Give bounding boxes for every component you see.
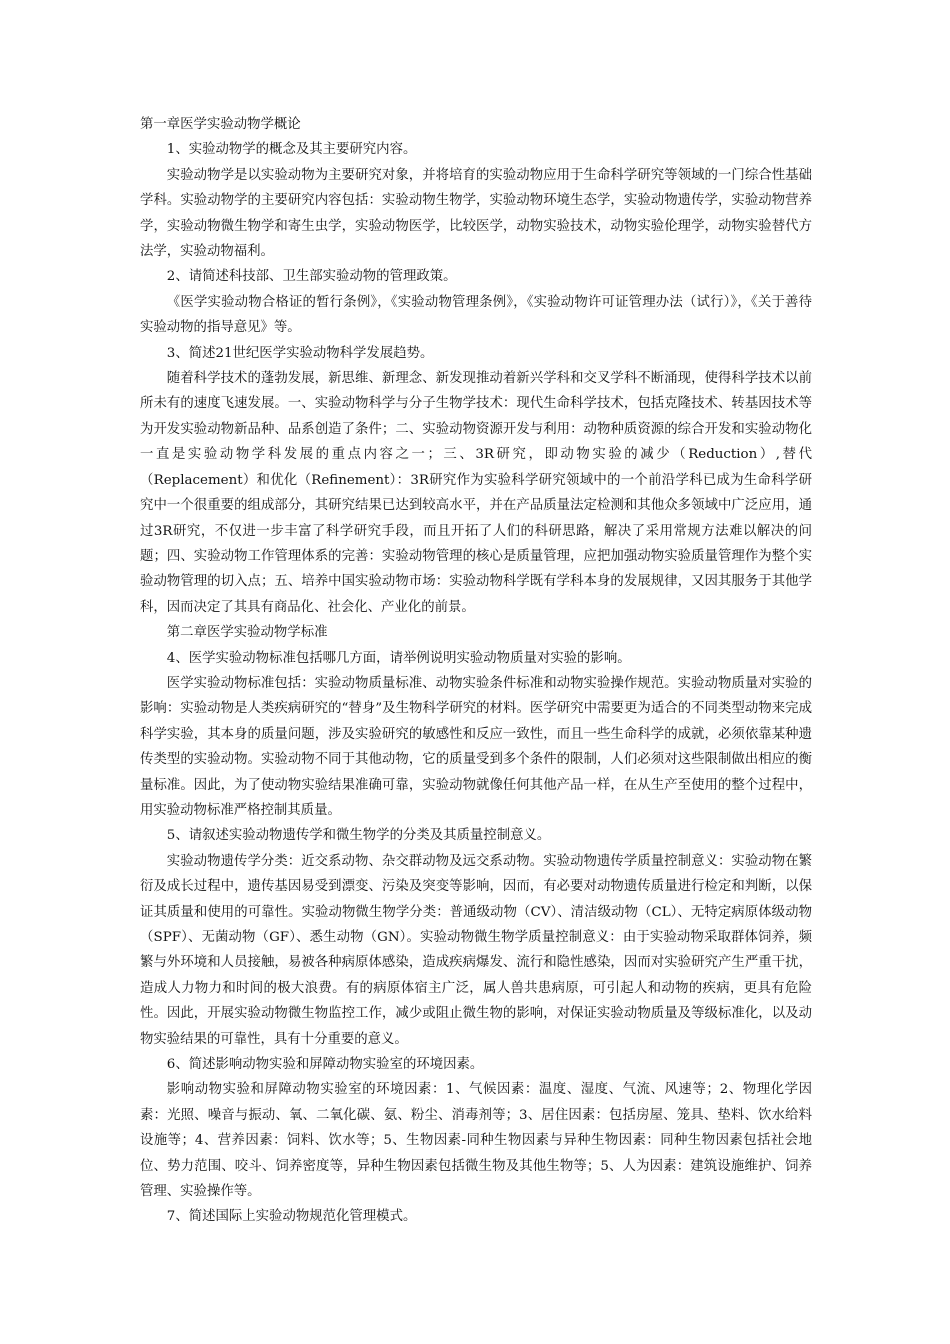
answer-4: 医学实验动物标准包括：实验动物质量标准、动物实验条件标准和动物实验操作规范。实验动物质量对实验的影响：实验动物是人类疾病研究的“替身”及生物科学研究的材料。医学研究中需要更为适合的不同类型动物来完成科学实验，其本身的质量问题，涉及实验研究的敏感性和反应一致性，而且一些生命科学的成就，必须依靠某种遗传类型的实验动物。实验动物不同于其他动物，它的质量受到多个条件的限制，人们必须对这些限制做出相应的衡量标准。因此，为了使动物实验结果准确可靠，实验动物就像任何其他产品一样，在从生产至使用的整个过程中，用实验动物标准严格控制其质量。 (140, 675, 812, 818)
answer-6: 影响动物实验和屏障动物实验室的环境因素：1、气候因素：温度、湿度、气流、风速等；2、物理化学因素：光照、噪音与振动、氧、二氧化碳、氨、粉尘、消毒剂等；3、居住因素：包括房屋、笼具、垫料、饮水给料设施等；4、营养因素：饲料、饮水等；5、生物因素-同种生物因素与异种生物因素：同种生物因素包括社会地位、势力范围、咬斗、饲养密度等，异种生物因素包括微生物及其他生物等；5、人为因素：建筑设施维护、饲养管理、实验操作等。 (140, 1082, 812, 1200)
question-4: 4、医学实验动物标准包括哪几方面，请举例说明实验动物质量对实验的影响。 (166, 650, 631, 666)
chapter-1-title: 第一章医学实验动物学概论 (140, 117, 301, 132)
chapter-2-title: 第二章医学实验动物学标准 (166, 625, 328, 641)
question-1: 1、实验动物学的概念及其主要研究内容。 (166, 142, 417, 158)
question-3: 3、简述21世纪医学实验动物科学发展趋势。 (166, 345, 434, 361)
answer-5: 实验动物遗传学分类：近交系动物、杂交群动物及远交系动物。实验动物遗传学质量控制意义：实验动物在繁衍及成长过程中，遗传基因易受到漂变、污染及突变等影响，因而，有必要对动物遗传质量进行检定和判断，以保证其质量和使用的可靠性。实验动物微生物学分类：普通级动物（CV）、清洁级动物（CL）、无特定病原体级动物（SPF）、无菌动物（GF）、悉生动物（GN）。实验动物微生物学质量控制意义：由于实验动物采取群体饲养，频繁与外环境和人员接触，易被各种病原体感染，造成疾病爆发、流行和隐性感染，因而对实验研究产生严重干扰，造成人力物力和时间的极大浪费。有的病原体宿主广泛，属人兽共患病原，可引起人和动物的疾病，更具有危险性。因此，开展实验动物微生物监控工作，减少或阻止微生物的影响，对保证实验动物质量及等级标准化，以及动物实验结果的可靠性，具有十分重要的意义。 (140, 853, 812, 1047)
question-7: 7、简述国际上实验动物规范化管理模式。 (166, 1209, 417, 1225)
question-6: 6、简述影响动物实验和屏障动物实验室的环境因素。 (166, 1057, 484, 1073)
answer-1: 实验动物学是以实验动物为主要研究对象，并将培育的实验动物应用于生命科学研究等领域的一门综合性基础学科。实验动物学的主要研究内容包括：实验动物生物学，实验动物环境生态学，实验动物遗传学，实验动物营养学，实验动物微生物学和寄生虫学，实验动物医学，比较医学，动物实验技术，动物实验伦理学，动物实验替代方法学，实验动物福利。 (140, 167, 812, 260)
answer-2: 《医学实验动物合格证的暂行条例》，《实验动物管理条例》，《实验动物许可证管理办法（试行）》，《关于善待实验动物的指导意见》等。 (140, 294, 812, 336)
document-page (140, 112, 812, 1230)
question-5: 5、请叙述实验动物遗传学和微生物学的分类及其质量控制意义。 (166, 828, 551, 844)
answer-3: 随着科学技术的蓬勃发展，新思维、新理念、新发现推动着新兴学科和交叉学科不断涌现，使得科学技术以前所未有的速度飞速发展。一、实验动物科学与分子生物学技术：现代生命科学技术，包括克隆技术、转基因技术等为开发实验动物新品种、品系创造了条件；二、实验动物资源开发与利用：动物种质资源的综合开发和实验动物化一直是实验动物学科发展的重点内容之一；三、3R研究，即动物实验的减少（Reduction）,替代（Replacement）和优化（Refinement）：3R研究作为实验科学研究领域中的一个前沿学科已成为生命科学研究中一个很重要的组成部分，其研究结果已达到较高水平，并在产品质量法定检测和其他众多领域中广泛应用，通过3R研究，不仅进一步丰富了科学研究手段，而且开拓了人们的科研思路，解决了采用常规方法难以解决的问题；四、实验动物工作管理体系的完善：实验动物管理的核心是质量管理，应把加强动物实验质量管理作为整个实验动物管理的切入点；五、培养中国实验动物市场：实验动物科学既有学科本身的发展规律，又因其服务于其他学科，因而决定了其具有商品化、社会化、产业化的前景。 (140, 371, 812, 615)
question-2: 2、请简述科技部、卫生部实验动物的管理政策。 (166, 269, 457, 285)
